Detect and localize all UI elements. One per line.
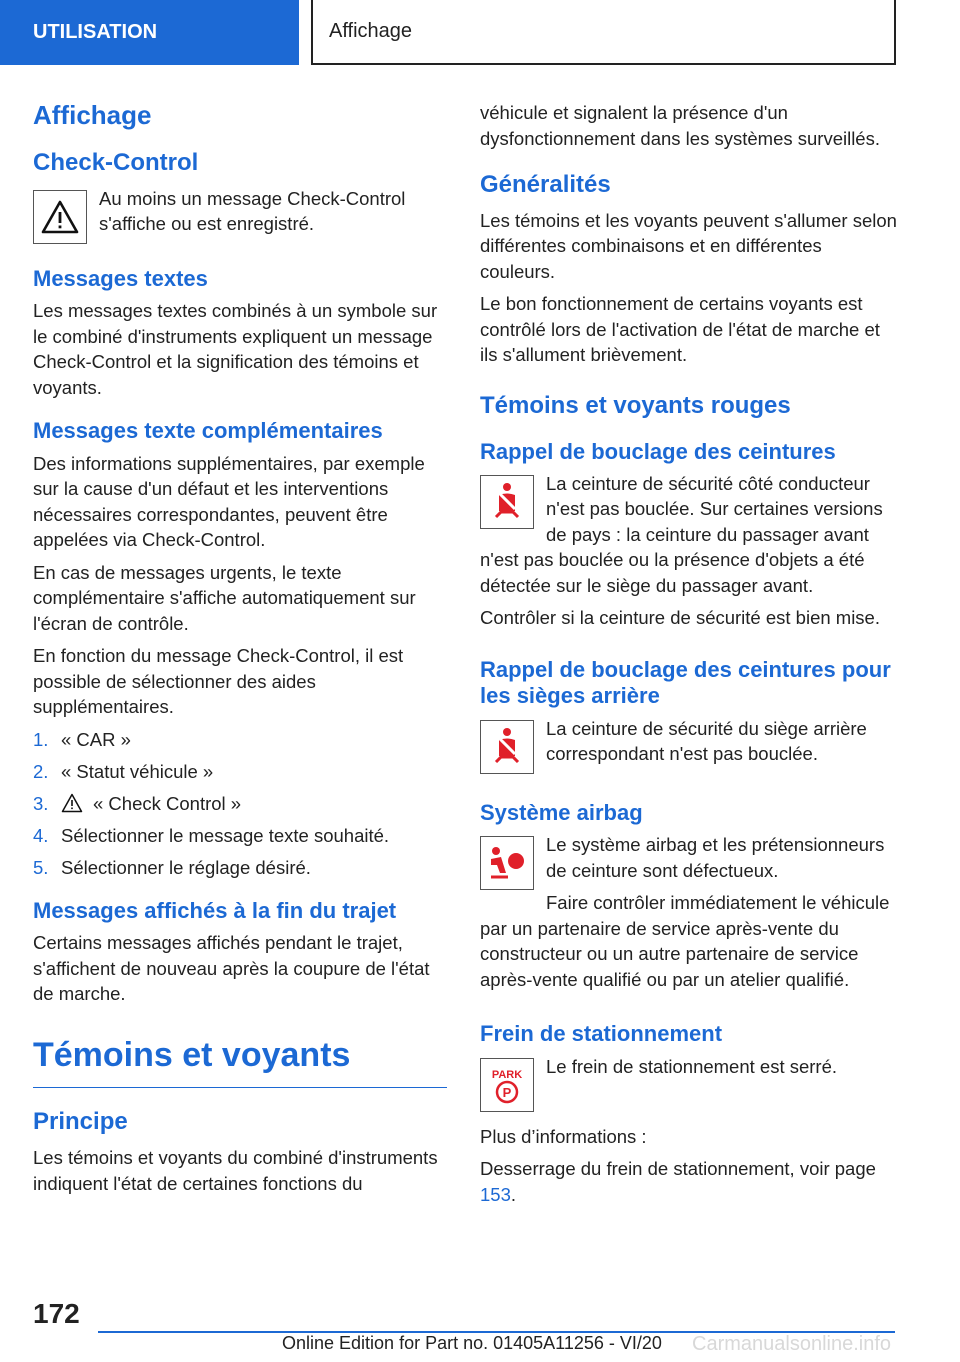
generalites-p2: Le bon fonctionnement de certains voyants est contrôlé lors de l'activation de l'état de marche et ils s'allument brièvement. [480,293,880,366]
list-item [33,855,447,880]
messages-textes-text: Les messages textes combinés à un symbole sur le combiné d'instruments expliquent un message Check-Control et la signification des témoins et voyants. [33,300,438,398]
footer-watermark: Carmanualsonline.info [692,1333,892,1355]
principe-heading: Principe [33,1108,128,1136]
temoins-title: Témoins et voyants [33,1035,447,1089]
rouges-heading: Témoins et voyants rouges [480,391,791,419]
ceintures-block [480,471,898,606]
footer-edition: Online Edition for Part no. 01405A11256 - VI/20 [282,1333,662,1353]
check-control-block [33,186,447,248]
svg-text:P: P [502,1084,512,1100]
small-warning-triangle-icon [61,793,83,813]
page-number: 172 [33,1298,80,1329]
principe-text: Les témoins et voyants du combiné d'instruments indiquent l'état de certaines fonctions du [33,1147,438,1194]
svg-text:PARK: PARK [491,1068,523,1081]
header-topic-label: Affichage [329,20,413,42]
messages-complementaires-p2: En cas de messages urgents, le texte complémentaire s'affiche automatiquement sur l'écran de contrôle. [33,561,416,634]
generalites-heading: Généralités [480,171,611,198]
right-column [480,100,898,1214]
airbag-block [480,832,898,999]
step-text: « Check Control » [93,792,242,814]
steps-list [33,727,447,880]
page-link[interactable]: 153 [480,1183,511,1205]
header-topic-box [311,0,896,65]
seatbelt-icon [480,475,534,529]
frein-text: Le frein de stationnement est serré. [546,1055,838,1077]
airbag-icon [480,836,534,890]
airbag-p2: Faire contrôler immédiatement le véhicule par un partenaire de service après-vente du constructeur ou un autre partenaire de service après-vente qualifié ou par un atelier qualifié. [480,892,890,990]
frein-heading: Frein de stationnement [480,1021,723,1047]
page-title: Affichage [33,100,152,130]
messages-complementaires-heading: Messages texte complémentaires [33,418,383,444]
parking-brake-icon [480,1058,534,1112]
frein-reference-suffix: . [510,1183,517,1205]
header-section-tab [0,0,299,65]
check-control-heading: Check-Control [33,149,199,177]
warning-triangle-icon [33,190,87,244]
step-text: Sélectionner le message texte souhaité. [61,824,390,846]
step-text: Sélectionner le réglage désiré. [61,856,311,878]
messages-complementaires-p1: Des informations supplémentaires, par exemple sur la cause d'un défaut et les interventions nécessaires correspondantes, peuvent être appelées via Check-Control. [33,452,425,551]
messages-complementaires-p3: En fonction du message Check-Control, il est possible de sélectionner des aides supplémentaires. [33,645,404,718]
list-item [33,823,447,848]
ceintures-p2: Contrôler si la ceinture de sécurité est bien mise. [480,607,880,629]
ceintures-arriere-heading: Rappel de bouclage des ceintures pour les sièges arrière [480,656,891,709]
header-section-label: UTILISATION [33,21,158,43]
frein-reference-text: Desserrage du frein de stationnement, voir page [480,1158,876,1180]
step-text: « Statut véhicule » [61,760,214,782]
frein-reference [480,1156,898,1207]
step-number: 4. [33,824,49,846]
ceintures-heading: Rappel de bouclage des ceintures [480,438,836,464]
airbag-heading: Système airbag [480,799,643,825]
continuation-text: véhicule et signalent la présence d'un dysfonctionnement dans les systèmes surveillés. [480,102,880,149]
generalites-p1: Les témoins et les voyants peuvent s'allumer selon différentes combinaisons et en différentes couleurs. [480,209,897,282]
step-number: 5. [33,856,49,878]
rear-seatbelt-icon [480,720,534,774]
list-item [33,791,447,816]
step-text: « CAR » [61,728,131,750]
list-item [33,759,447,784]
step-number: 2. [33,760,49,782]
check-control-text: Au moins un message Check-Control s'affiche ou est enregistré. [99,187,406,235]
step-number: 3. [33,792,49,814]
frein-block [480,1054,898,1116]
messages-textes-heading: Messages textes [33,265,208,291]
ceintures-arriere-text: La ceinture de sécurité du siège arrière correspondant n'est pas bouclée. [546,717,867,765]
messages-fin-trajet-text: Certains messages affichés pendant le trajet, s'affichent de nouveau après la coupure de l'état de marche. [33,932,430,1005]
frein-more: Plus d’informations : [480,1125,647,1147]
step-number: 1. [33,728,49,750]
airbag-text: Le système airbag et les prétensionneurs de ceinture sont défectueux. [546,834,885,881]
ceintures-text: La ceinture de sécurité côté conducteur n'est pas bouclée. Sur certaines versions de pays : la ceinture du passager avant n'est pas bouclée ou la présence d'objets a été détectée sur le siège du passager avant. [480,472,883,596]
messages-fin-trajet-heading: Messages affichés à la fin du trajet [33,897,397,923]
left-column [33,100,447,1203]
list-item [33,727,447,752]
ceintures-arriere-block [480,716,898,778]
